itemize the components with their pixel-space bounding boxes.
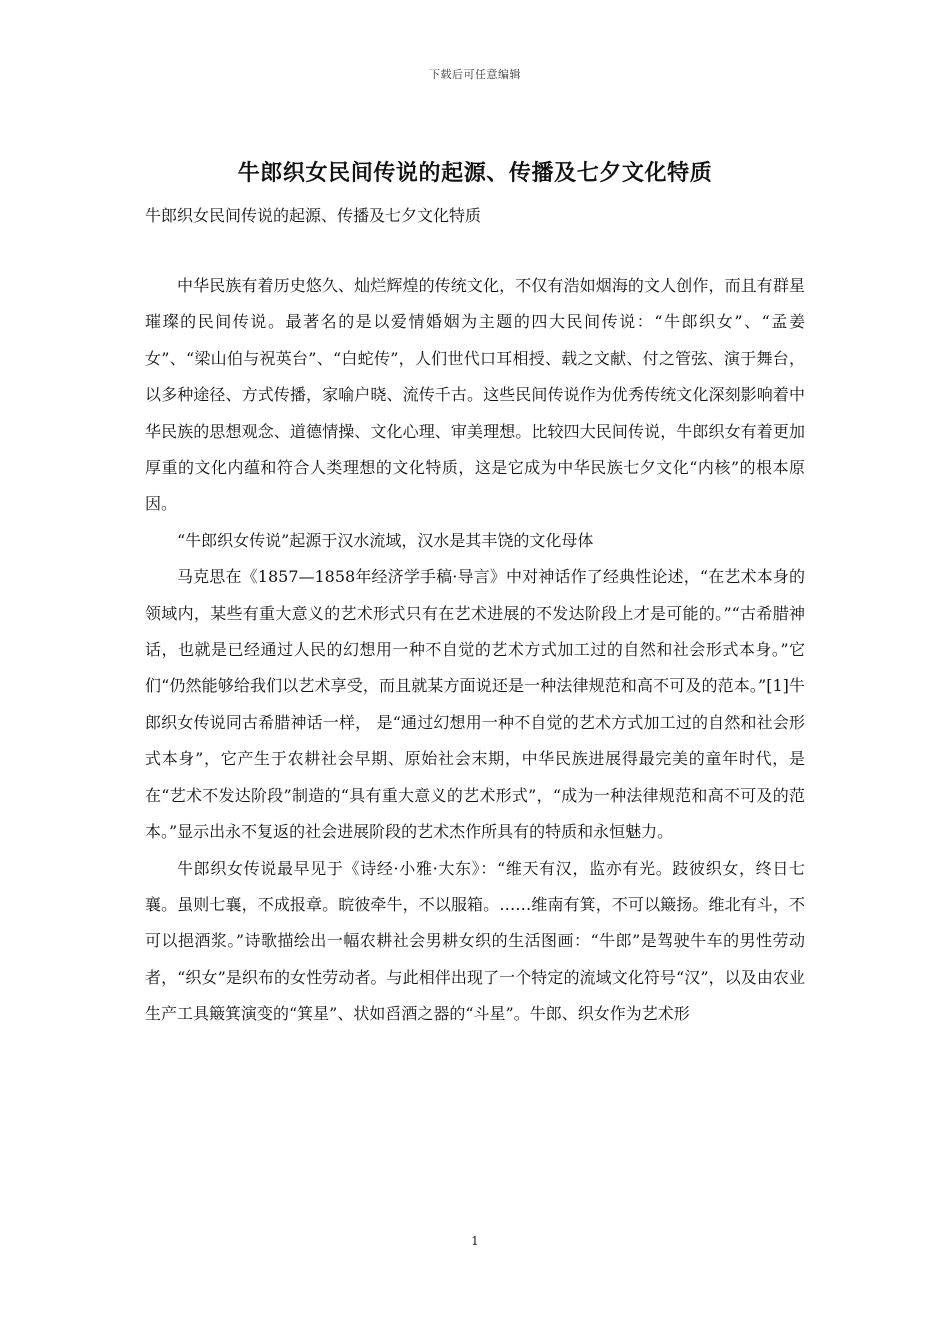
document-subtitle: 牛郎织女民间传说的起源、传播及七夕文化特质 (145, 206, 482, 225)
paragraph-intro: 中华民族有着历史悠久、灿烂辉煌的传统文化，不仅有浩如烟海的文人创作，而且有群星璀璨的民间传说。最著名的是以爱情婚姻为主题的四大民间传说：“牛郎织女”、“孟姜女”、“梁山伯与祝英台”、“白蛇传”，人们世代口耳相授、载之文献、付之管弦、演于舞台，以多种途径、方式传播，家喻户晓、流传千古。这些民间传说作为优秀传统文化深刻影响着中华民族的思想观念、道德情操、文化心理、审美理想。比较四大民间传说，牛郎织女有着更加厚重的文化内蕴和符合人类理想的文化特质，这是它成为中华民族七夕文化“内核”的根本原因。 (145, 276, 805, 514)
page-number: 1 (471, 1234, 479, 1248)
paragraph-section-heading: “牛郎织女传说”起源于汉水流域，汉水是其丰饶的文化母体 (177, 530, 594, 550)
header-note: 下载后可任意编辑 (429, 68, 521, 81)
paragraph-shijing: 牛郎织女传说最早见于《诗经·小雅·大东》：“维天有汉，监亦有光。跂彼织女，终日七襄。虽则七襄，不成报章。睆彼牵牛，不以服箱。……维南有箕，不可以簸扬。维北有斗，不可以挹酒浆。”诗歌描绘出一幅农耕社会男耕女织的生活图画：“牛郎”是驾驶牛车的男性劳动者，“织女”是织布的女性劳动者。与此相伴出现了一个特定的流域文化符号“汉”，以及由农业生产工具簸箕演变的“箕星”、状如舀酒之器的“斗星”。牛郎、织女作为艺术形 (145, 858, 805, 1024)
document-title: 牛郎织女民间传说的起源、传播及七夕文化特质 (237, 160, 713, 186)
body-text (145, 268, 805, 1033)
paragraph-marx: 马克思在《1857—1858年经济学手稿·导言》中对神话作了经典性论述，“在艺术本身的领域内，某些有重大意义的艺术形式只有在艺术进展的不发达阶段上才是可能的。”“古希腊神话，也就是已经通过人民的幻想用一种不自觉的艺术方式加工过的自然和社会形式本身。”它们“仍然能够给我们以艺术享受，而且就某方面说还是一种法律规范和高不可及的范本。”[1]牛郎织女传说同古希腊神话一样， 是“通过幻想用一种不自觉的艺术方式加工过的自然和社会形式本身”，它产生于农耕社会早期、原始社会末期，中华民族进展得最完美的童年时代，是在“艺术不发达阶段”制造的“具有重大意义的艺术形式”，“成为一种法律规范和高不可及的范本。”显示出永不复返的社会进展阶段的艺术杰作所具有的特质和永恒魅力。 (145, 567, 805, 842)
